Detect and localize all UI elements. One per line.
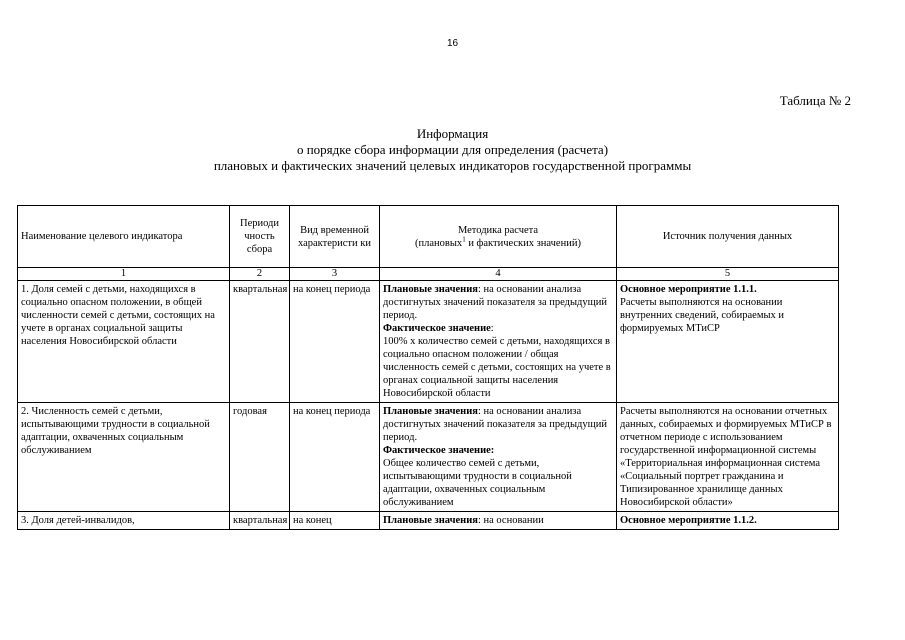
source-text: Расчеты выполняются на основании отчетных данных, собираемых и формируемых МТиСР в отчетном периоде с использованием государственной информационной системы «Территориальная информационная система «Социальный портрет гражданина и Типизированное хранилище данных Новосибирской области» [620,406,832,508]
header-indicator-name: Наименование целевого индикатора [18,206,230,268]
data-source [617,512,839,530]
data-source [617,281,839,403]
table-label: Таблица № 2 [779,93,851,108]
plan-text: : на основании анализа достигнутых значений показателя за предыдущий период. [383,284,607,321]
time-type: на конец [290,512,380,530]
periodicity: квартальная [230,281,290,403]
title-line-3: плановых и фактических значений целевых индикаторов государственной программы [213,158,692,173]
header-method [380,206,617,268]
fact-text: 100% х количество семей с детьми, находящихся в социально опасном положении / общая численность семей с детьми, состоящих на учете в органах социальной защиты населения Новосибирской области [383,336,611,399]
column-number-row [18,268,839,281]
time-type: на конец периода [290,281,380,403]
title-line-2: о порядке сбора информации для определения (расчета) [296,142,609,157]
plan-label: Плановые значения [383,284,478,295]
table-row [18,281,839,403]
header-method-fact: и фактических значений) [465,237,581,249]
fact-label: Фактическое значение: [383,445,495,456]
header-source: Источник получения данных [617,206,839,268]
method [380,281,617,403]
header-method-title: Методика расчета [457,224,539,236]
title-line-1: Информация [416,126,489,141]
column-number: 4 [380,268,617,281]
indicator-name: 2. Численность семей с детьми, испытывающими трудности в социальной адаптации, охваченных социальным обслуживанием [18,403,230,512]
page-number: 16 [446,38,459,49]
time-type: на конец периода [290,403,380,512]
method [380,403,617,512]
plan-label: Плановые значения [383,406,478,417]
table-header-row [18,206,839,268]
column-number: 2 [230,268,290,281]
periodicity: годовая [230,403,290,512]
source-label: Основное мероприятие 1.1.2. [620,515,757,526]
data-source [617,403,839,512]
header-time-type: Вид временной характеристи ки [290,206,380,268]
method [380,512,617,530]
table-row [18,403,839,512]
fact-text: Общее количество семей с детьми, испытывающими трудности в социальной адаптации, охваченных социальным обслуживанием [383,458,572,508]
fact-label: Фактическое значение [383,323,491,334]
header-periodicity: Периоди чность сбора [230,206,290,268]
source-label: Основное мероприятие 1.1.1. [620,284,757,295]
column-number: 3 [290,268,380,281]
plan-text: : на основании [477,515,544,526]
column-number: 1 [18,268,230,281]
source-text: Расчеты выполняются на основании внутренних сведений, собираемых и формируемых МТиСР [620,297,785,334]
indicator-name: 1. Доля семей с детьми, находящихся в социально опасном положении, в общей численности семей с детьми, состоящих на учете в органах социальной защиты населения Новосибирской области [18,281,230,403]
column-number: 5 [617,268,839,281]
periodicity: квартальная [230,512,290,530]
indicator-name: 3. Доля детей-инвалидов, [18,512,230,530]
fact-colon: : [490,323,494,334]
indicators-table [17,205,839,530]
header-method-plan: (плановых [415,237,463,249]
plan-label: Плановые значения [383,515,478,526]
table-row [18,512,839,530]
document-title [0,126,905,174]
plan-text: : на основании анализа достигнутых значений показателя за предыдущий период. [383,406,607,443]
footnote-marker: 1 [462,235,466,243]
